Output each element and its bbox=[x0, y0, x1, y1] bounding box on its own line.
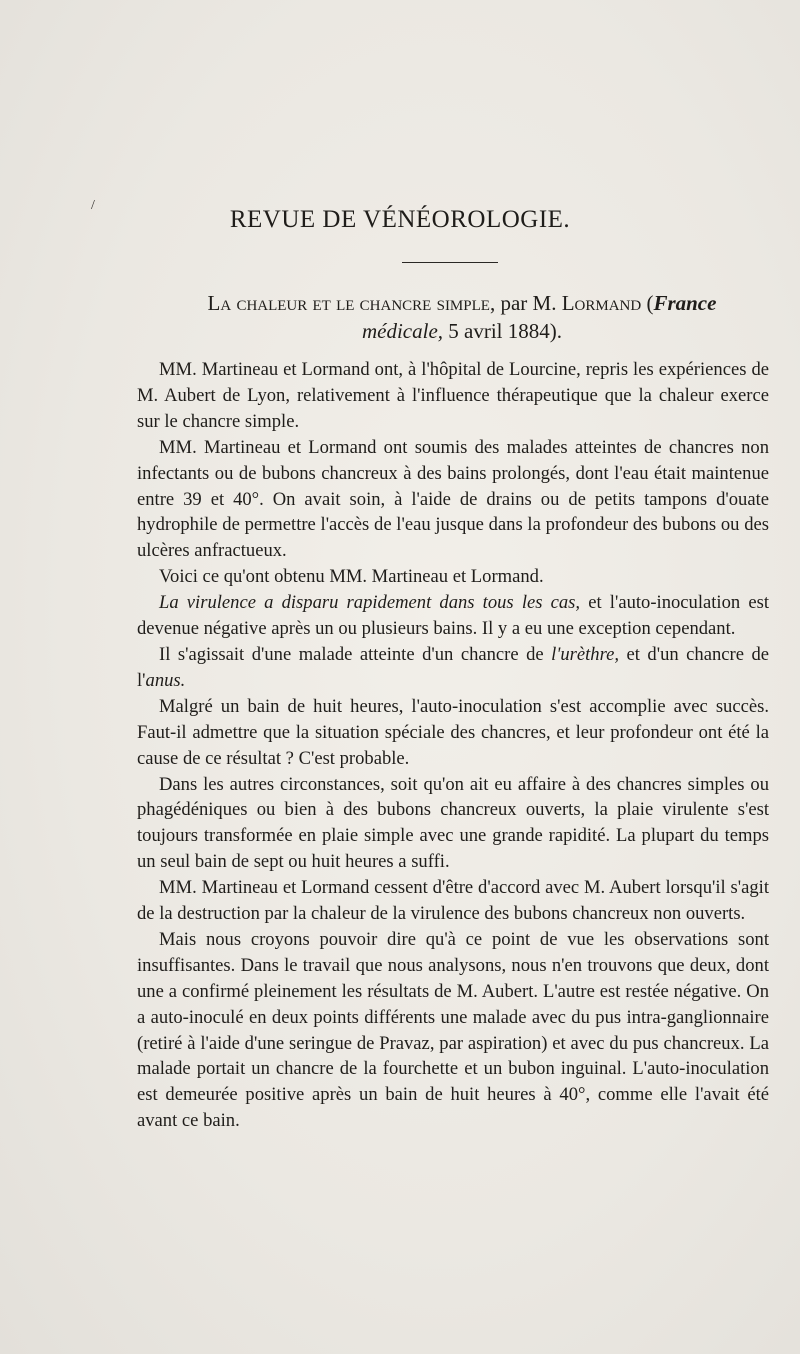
article-body bbox=[137, 357, 769, 1134]
article-source-open: ( bbox=[646, 291, 654, 315]
paragraph-text: Dans les autres circonstances, soit qu'on ait eu affaire à des chancres simples ou phagédéniques ou bien à des bubons chancreux ouverts, la plaie virulente s'est toujours transformée en plaie simple avec une grande rapidité. La plupart du temps un seul bain de sept ou huit heures a suffi. bbox=[137, 773, 769, 873]
paragraph-text: Il s'agissait d'une malade atteinte d'un chancre de bbox=[159, 643, 552, 665]
paragraph bbox=[137, 927, 769, 1134]
emphasis-text: anus. bbox=[145, 669, 186, 691]
margin-mark: / bbox=[91, 198, 95, 213]
paragraph-text: Mais nous croyons pouvoir dire qu'à ce point de vue les observations sont insuffisantes. Dans le travail que nous analysons, nous n'en trouvons que deux, dont une a confirmé pleinement les résultats de M. Aubert. L'autre est restée négative. On a auto-inoculé en deux points différents une malade avec du pus intra-ganglionnaire (retiré à l'aide d'une seringue de Pravaz, par aspiration) et avec du pus chancreux. La malade portait un chancre de la fourchette et un bubon inguinal. L'auto-inoculation est demeurée positive après un bain de huit heures à 40°, comme elle l'avait été avant ce bain. bbox=[137, 928, 769, 1132]
section-divider bbox=[402, 262, 498, 263]
paragraph-text: Voici ce qu'ont obtenu MM. Martineau et Lormand. bbox=[159, 566, 544, 588]
paragraph bbox=[137, 642, 769, 694]
paragraph-text: et l'auto-inoculation est devenue négative après un ou plusieurs bains. Il y a eu une exception cependant. bbox=[137, 592, 769, 640]
article-title: La chaleur et le chancre simple, bbox=[207, 291, 496, 315]
article-heading bbox=[162, 289, 762, 345]
paragraph-text: et d'un chancre de l' bbox=[137, 643, 770, 691]
paragraph-text: Malgré un bain de huit heures, l'auto-inoculation s'est accomplie avec succès. Faut-il admettre que la situation spéciale des chancres, et leur profondeur ont été la cause de ce résultat ? C'est probable. bbox=[137, 695, 769, 769]
article-by: par M. bbox=[500, 291, 557, 315]
paragraph-text: MM. Martineau et Lormand cessent d'être d'accord avec M. Aubert lorsqu'il s'agit de la destruction par la chaleur de la virulence des bubons chancreux non ouverts. bbox=[137, 877, 769, 925]
paragraph-text: MM. Martineau et Lormand ont soumis des malades atteintes de chancres non infectants ou de bubons chancreux à des bains prolongés, dont l'eau était maintenue entre 39 et 40°. On avait soin, à l'aide de drains ou de petits tampons d'ouate hydrophile de permettre l'accès de l'eau jusque dans la profondeur des bubons ou des ulcères anfractueux. bbox=[137, 436, 769, 562]
article-date: 5 avril 1884). bbox=[448, 319, 563, 343]
article-journal: France bbox=[653, 291, 717, 315]
paragraph bbox=[137, 875, 769, 927]
paragraph bbox=[137, 357, 769, 435]
running-header: REVUE DE VÉNÉOROLOGIE. bbox=[229, 206, 571, 233]
emphasis-text: La virulence a disparu rapidement dans tous les cas, bbox=[159, 592, 581, 614]
article-author: Lormand bbox=[561, 291, 642, 315]
paragraph bbox=[137, 564, 769, 590]
paragraph bbox=[137, 772, 769, 876]
paragraph-text: MM. Martineau et Lormand ont, à l'hôpital de Lourcine, repris les expériences de M. Aubert de Lyon, relativement à l'influence thérapeutique que la chaleur exerce sur le chancre simple. bbox=[137, 359, 769, 432]
paragraph bbox=[137, 435, 769, 565]
paragraph bbox=[137, 694, 769, 772]
paragraph bbox=[137, 590, 769, 642]
article-journal-cont: médicale, bbox=[361, 319, 444, 343]
emphasis-text: l'urèthre, bbox=[551, 643, 620, 665]
